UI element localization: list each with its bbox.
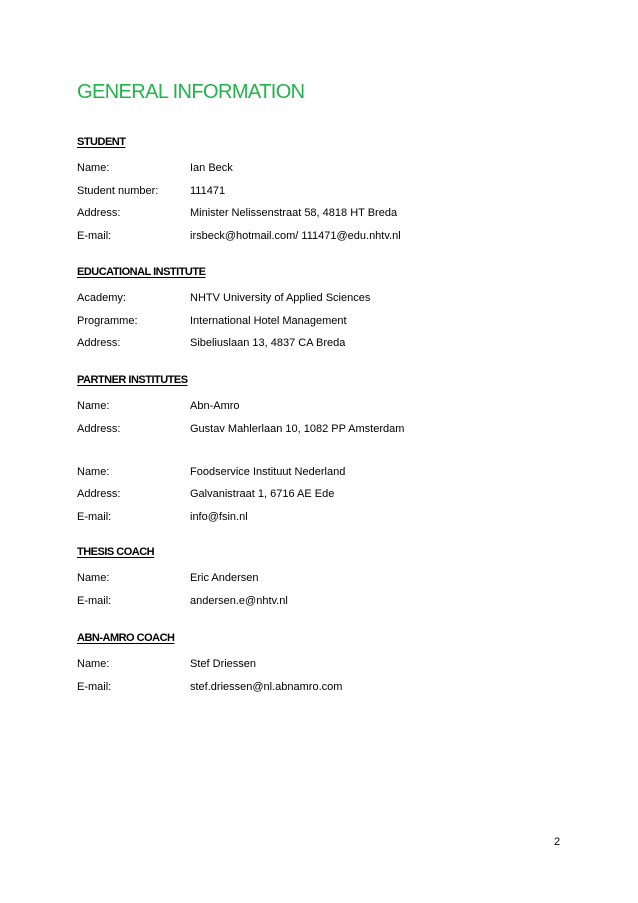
info-row <box>77 591 577 612</box>
info-row <box>77 462 577 483</box>
info-row <box>77 654 577 675</box>
info-row <box>77 677 577 698</box>
field-value: Abn-Amro <box>190 400 240 412</box>
field-label: Programme: <box>77 314 138 327</box>
field-value: Minister Nelissenstraat 58, 4818 HT Breda <box>190 207 398 219</box>
field-value: Gustav Mahlerlaan 10, 1082 PP Amsterdam <box>190 422 405 435</box>
field-value: info@fsin.nl <box>190 510 248 523</box>
field-value: andersen.e@nhtv.nl <box>190 594 288 607</box>
info-group <box>77 396 577 440</box>
section-heading: PARTNER INSTITUTES <box>77 374 188 386</box>
field-value: Eric Andersen <box>190 572 259 584</box>
info-row <box>77 311 577 332</box>
info-row <box>77 158 577 179</box>
page-number: 2 <box>554 836 561 848</box>
field-label: Address: <box>77 422 121 435</box>
info-row <box>77 333 577 354</box>
field-label: Address: <box>77 488 121 500</box>
field-label: E-mail: <box>77 680 112 693</box>
section-partner-institutes <box>77 371 577 528</box>
field-value: Stef Driessen <box>190 658 257 670</box>
info-group <box>77 158 577 247</box>
field-label: E-mail: <box>77 510 112 523</box>
field-label: Name: <box>77 465 110 478</box>
field-value: Sibeliuslaan 13, 4837 CA Breda <box>190 337 346 349</box>
field-value: irsbeck@hotmail.com/ 111471@edu.nhtv.nl <box>190 229 401 242</box>
section-heading: ABN-AMRO COACH <box>77 632 175 644</box>
section-abn-amro-coach <box>77 629 577 698</box>
section-thesis-coach <box>77 543 577 612</box>
info-row <box>77 288 577 309</box>
info-group <box>77 288 577 354</box>
info-row <box>77 568 577 589</box>
field-label: E-mail: <box>77 594 112 607</box>
info-row <box>77 396 577 417</box>
field-label: Name: <box>77 658 110 670</box>
field-value: stef.driessen@nl.abnamro.com <box>190 680 343 693</box>
field-value: Foodservice Instituut Nederland <box>190 465 346 478</box>
page-title: GENERAL INFORMATION <box>77 81 305 103</box>
field-value: Ian Beck <box>190 162 233 174</box>
info-row <box>77 203 577 224</box>
field-value: NHTV University of Applied Sciences <box>190 292 371 304</box>
field-label: Address: <box>77 337 121 349</box>
field-value: 111471 <box>190 184 226 197</box>
info-row <box>77 507 577 528</box>
section-heading: THESIS COACH <box>77 546 155 558</box>
section-heading: EDUCATIONAL INSTITUTE <box>77 266 206 278</box>
field-value: International Hotel Management <box>190 314 347 327</box>
info-group <box>77 462 577 528</box>
field-value: Galvanistraat 1, 6716 AE Ede <box>190 488 335 500</box>
field-label: Name: <box>77 400 110 412</box>
info-row <box>77 226 577 247</box>
section-educational-institute <box>77 263 577 354</box>
field-label: Address: <box>77 207 121 219</box>
info-row <box>77 419 577 440</box>
section-student <box>77 133 577 247</box>
field-label: E-mail: <box>77 229 112 242</box>
info-row <box>77 484 577 505</box>
info-group <box>77 568 577 612</box>
field-label: Name: <box>77 162 110 174</box>
field-label: Student number: <box>77 184 159 197</box>
info-group <box>77 654 577 698</box>
section-heading: STUDENT <box>77 136 126 148</box>
field-label: Academy: <box>77 292 126 304</box>
info-row <box>77 181 577 202</box>
field-label: Name: <box>77 572 110 584</box>
